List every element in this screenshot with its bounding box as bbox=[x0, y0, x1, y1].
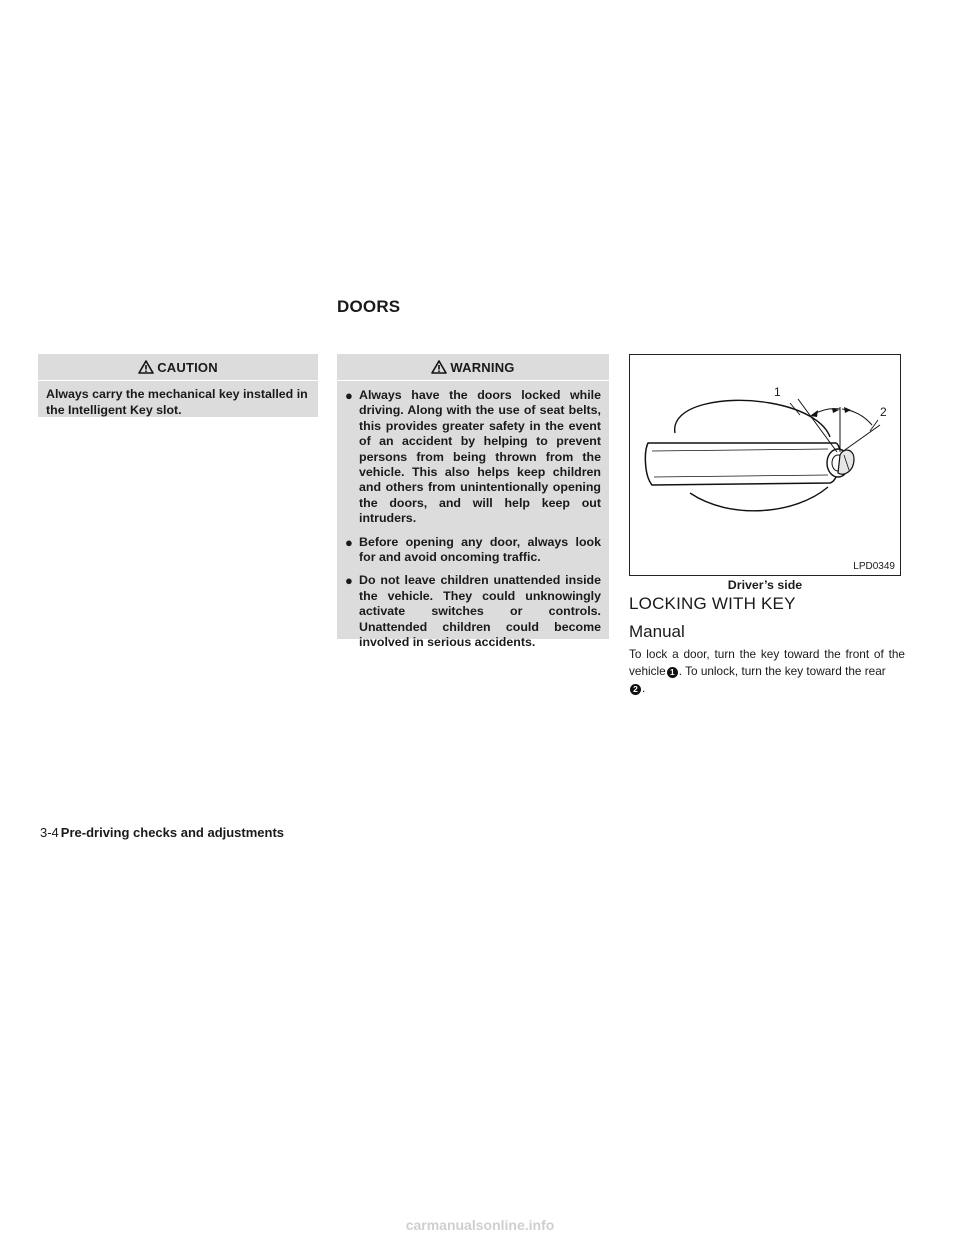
caution-text: Always carry the mechanical key installed in the Intelligent Key slot. bbox=[46, 387, 308, 417]
caution-title: CAUTION bbox=[157, 359, 218, 375]
manual-subheading: Manual bbox=[629, 622, 685, 641]
bullet-icon: ● bbox=[345, 573, 353, 589]
warning-title: WARNING bbox=[450, 359, 515, 375]
locking-paragraph: To lock a door, turn the key toward the front of the vehicle 1 . To unlock, turn the key toward the rear 2 . bbox=[629, 647, 905, 695]
bullet-icon: ● bbox=[345, 534, 353, 550]
warning-item: ● Always have the doors locked while driving. Along with the use of seat belts, this provides greater safety in the event of an accident by helping to prevent persons from being thrown from the vehicle. This also helps keep children and others from unintentionally opening the doors, and will help keep out intruders. bbox=[345, 388, 601, 526]
section-title: DOORS bbox=[337, 297, 401, 316]
warning-header bbox=[337, 354, 609, 381]
warning-list bbox=[337, 381, 609, 651]
locking-heading: LOCKING WITH KEY bbox=[629, 594, 796, 613]
page-number: 3-4 bbox=[40, 825, 59, 840]
figure-code: LPD0349 bbox=[853, 561, 895, 572]
door-handle-illustration bbox=[630, 355, 900, 560]
door-handle-figure bbox=[629, 354, 901, 576]
bullet-icon: ● bbox=[345, 388, 353, 403]
page-footer bbox=[40, 825, 284, 840]
chapter-title: Pre-driving checks and adjustments bbox=[60, 825, 285, 840]
warning-item: ● Do not leave children unattended inside the vehicle. They could unknowingly activate switches or controls. Unattended children could become involved in serious accidents. bbox=[345, 573, 601, 650]
warning-box bbox=[337, 354, 609, 650]
watermark: carmanualsonline.info bbox=[405, 1217, 555, 1233]
warning-item: ● Before opening any door, always look for and avoid oncoming traffic. bbox=[345, 534, 601, 565]
warning-triangle-icon bbox=[138, 360, 154, 374]
marker-2-icon: 2 bbox=[630, 684, 641, 695]
callout-label-2: 2 bbox=[880, 405, 887, 419]
marker-1-icon: 1 bbox=[667, 667, 678, 678]
callout-label-1: 1 bbox=[774, 385, 781, 399]
caution-box bbox=[38, 354, 318, 417]
figure-caption: Driver’s side bbox=[727, 578, 803, 592]
caution-header bbox=[38, 354, 318, 381]
warning-triangle-icon bbox=[431, 360, 447, 374]
